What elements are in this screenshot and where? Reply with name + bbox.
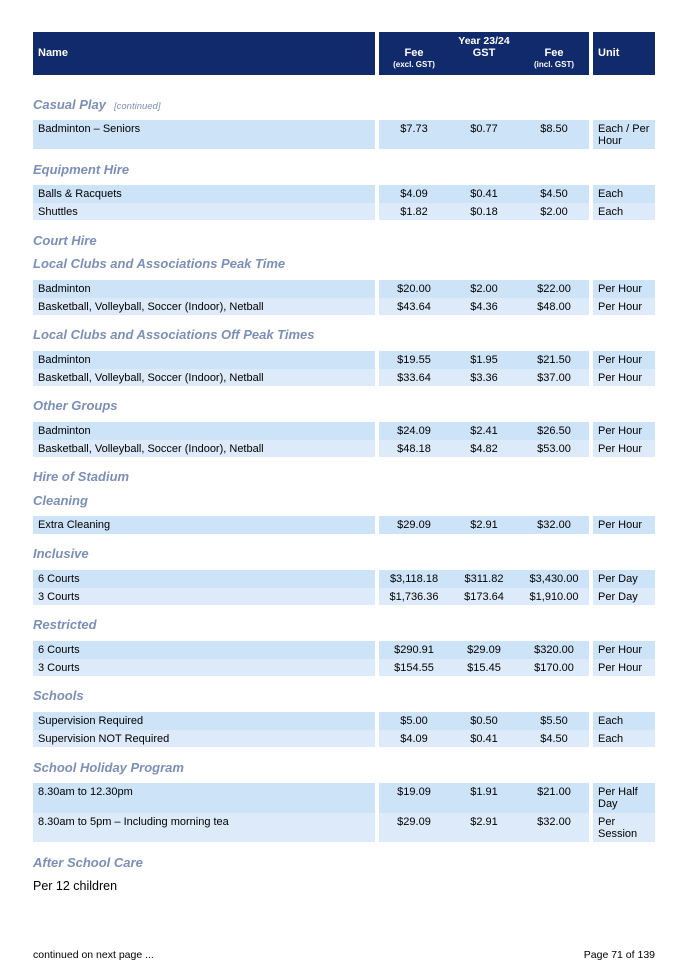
row-unit: Per Hour bbox=[593, 298, 655, 315]
row-fee-incl: $5.50 bbox=[519, 712, 589, 730]
section-court-hire: Court Hire bbox=[33, 233, 97, 248]
row-fee-incl: $4.50 bbox=[519, 185, 589, 203]
row-fee-excl: $29.09 bbox=[379, 516, 449, 534]
row-name: Supervision NOT Required bbox=[33, 730, 375, 747]
row-fee-excl: $48.18 bbox=[379, 440, 449, 457]
row-gst: $173.64 bbox=[449, 588, 519, 605]
row-unit: Per Hour bbox=[593, 440, 655, 457]
header-unit: Unit bbox=[598, 47, 620, 59]
table-header bbox=[33, 32, 655, 75]
row-fee-incl: $170.00 bbox=[519, 659, 589, 676]
row-fee-excl: $4.09 bbox=[379, 730, 449, 747]
header-fee-incl-sub: (incl. GST) bbox=[534, 60, 574, 69]
row-unit: Each bbox=[593, 185, 655, 203]
section-off-peak: Local Clubs and Associations Off Peak Times bbox=[33, 327, 315, 342]
row-name: Basketball, Volleyball, Soccer (Indoor), Netball bbox=[33, 440, 375, 457]
row-fee-excl: $154.55 bbox=[379, 659, 449, 676]
table-row bbox=[33, 298, 655, 315]
header-name: Name bbox=[38, 47, 68, 59]
row-fee-excl: $290.91 bbox=[379, 641, 449, 659]
row-name: 8.30am to 5pm – Including morning tea bbox=[33, 813, 375, 842]
row-unit: Per Hour bbox=[593, 280, 655, 298]
table-row bbox=[33, 369, 655, 386]
row-gst: $0.41 bbox=[449, 730, 519, 747]
row-gst: $0.77 bbox=[449, 120, 519, 149]
row-fee-excl: $19.09 bbox=[379, 783, 449, 813]
header-fee-excl-label: Fee bbox=[404, 47, 424, 59]
row-unit: Each / Per Hour bbox=[593, 120, 655, 149]
row-fee-incl: $32.00 bbox=[519, 516, 589, 534]
header-name-cell bbox=[33, 32, 375, 75]
row-fee-excl: $29.09 bbox=[379, 813, 449, 842]
table-row bbox=[33, 659, 655, 676]
table-row bbox=[33, 440, 655, 457]
row-fee-incl: $21.00 bbox=[519, 783, 589, 813]
row-fee-excl: $33.64 bbox=[379, 369, 449, 386]
header-year: Year 23/24 bbox=[458, 35, 510, 47]
row-gst: $4.36 bbox=[449, 298, 519, 315]
section-school-holiday: School Holiday Program bbox=[33, 760, 184, 775]
row-unit: Per Hour bbox=[593, 369, 655, 386]
row-gst: $3.36 bbox=[449, 369, 519, 386]
section-hire-stadium: Hire of Stadium bbox=[33, 469, 130, 484]
row-fee-incl: $4.50 bbox=[519, 730, 589, 747]
row-name: 3 Courts bbox=[33, 588, 375, 605]
section-inclusive: Inclusive bbox=[33, 546, 89, 561]
row-gst: $4.82 bbox=[449, 440, 519, 457]
row-fee-incl: $48.00 bbox=[519, 298, 589, 315]
row-fee-incl: $22.00 bbox=[519, 280, 589, 298]
row-unit: Per Hour bbox=[593, 516, 655, 534]
footer-continued: continued on next page ... bbox=[33, 949, 154, 961]
section-casual-play-title: Casual Play bbox=[33, 97, 106, 112]
row-fee-incl: $26.50 bbox=[519, 422, 589, 440]
footer-page-number: Page 71 of 139 bbox=[583, 949, 655, 961]
section-other-groups: Other Groups bbox=[33, 398, 118, 413]
row-name: Badminton – Seniors bbox=[33, 120, 375, 149]
row-gst: $0.18 bbox=[449, 203, 519, 220]
row-fee-excl: $43.64 bbox=[379, 298, 449, 315]
section-after-school: After School Care bbox=[33, 855, 143, 870]
section-cleaning: Cleaning bbox=[33, 493, 88, 508]
row-gst: $2.41 bbox=[449, 422, 519, 440]
row-unit: Per Hour bbox=[593, 422, 655, 440]
section-peak-time: Local Clubs and Associations Peak Time bbox=[33, 256, 286, 271]
table-row bbox=[33, 203, 655, 220]
row-name: 3 Courts bbox=[33, 659, 375, 676]
table-row bbox=[33, 185, 655, 203]
row-unit: Per Hour bbox=[593, 641, 655, 659]
row-gst: $29.09 bbox=[449, 641, 519, 659]
section-restricted: Restricted bbox=[33, 617, 97, 632]
row-unit: Per Day bbox=[593, 588, 655, 605]
row-unit: Per Session bbox=[593, 813, 655, 842]
row-name: Basketball, Volleyball, Soccer (Indoor), Netball bbox=[33, 298, 375, 315]
row-name: Extra Cleaning bbox=[33, 516, 375, 534]
header-year-cell bbox=[379, 32, 589, 75]
row-fee-excl: $24.09 bbox=[379, 422, 449, 440]
row-fee-incl: $53.00 bbox=[519, 440, 589, 457]
table-row bbox=[33, 280, 655, 298]
table-row bbox=[33, 570, 655, 588]
table-row bbox=[33, 641, 655, 659]
row-name: Badminton bbox=[33, 422, 375, 440]
after-school-text: Per 12 children bbox=[33, 879, 118, 893]
row-fee-excl: $4.09 bbox=[379, 185, 449, 203]
row-fee-excl: $3,118.18 bbox=[379, 570, 449, 588]
row-unit: Each bbox=[593, 712, 655, 730]
header-gst bbox=[449, 47, 519, 59]
row-unit: Per Hour bbox=[593, 351, 655, 369]
section-schools: Schools bbox=[33, 688, 84, 703]
table-row bbox=[33, 588, 655, 605]
row-fee-incl: $2.00 bbox=[519, 203, 589, 220]
section-casual-play bbox=[33, 97, 160, 112]
row-fee-excl: $20.00 bbox=[379, 280, 449, 298]
table-row bbox=[33, 120, 655, 149]
row-name: Balls & Racquets bbox=[33, 185, 375, 203]
row-unit: Per Hour bbox=[593, 659, 655, 676]
row-name: Shuttles bbox=[33, 203, 375, 220]
row-gst: $0.41 bbox=[449, 185, 519, 203]
row-fee-incl: $3,430.00 bbox=[519, 570, 589, 588]
row-gst: $2.91 bbox=[449, 516, 519, 534]
row-name: 6 Courts bbox=[33, 641, 375, 659]
header-fee-incl bbox=[519, 47, 589, 70]
row-unit: Per Day bbox=[593, 570, 655, 588]
row-fee-excl: $19.55 bbox=[379, 351, 449, 369]
row-fee-excl: $5.00 bbox=[379, 712, 449, 730]
row-name: Badminton bbox=[33, 280, 375, 298]
header-gst-label: GST bbox=[472, 47, 496, 59]
row-fee-excl: $7.73 bbox=[379, 120, 449, 149]
row-gst: $1.91 bbox=[449, 783, 519, 813]
row-fee-incl: $32.00 bbox=[519, 813, 589, 842]
header-fee-incl-label: Fee bbox=[544, 47, 564, 59]
section-continued-note: [continued] bbox=[114, 101, 161, 112]
row-gst: $1.95 bbox=[449, 351, 519, 369]
row-name: 8.30am to 12.30pm bbox=[33, 783, 375, 813]
row-fee-excl: $1.82 bbox=[379, 203, 449, 220]
row-gst: $2.00 bbox=[449, 280, 519, 298]
row-name: 6 Courts bbox=[33, 570, 375, 588]
row-fee-excl: $1,736.36 bbox=[379, 588, 449, 605]
row-unit: Per Half Day bbox=[593, 783, 655, 813]
table-row bbox=[33, 712, 655, 730]
table-row bbox=[33, 813, 655, 842]
row-gst: $0.50 bbox=[449, 712, 519, 730]
row-name: Supervision Required bbox=[33, 712, 375, 730]
table-row bbox=[33, 783, 655, 813]
row-fee-incl: $1,910.00 bbox=[519, 588, 589, 605]
row-unit: Each bbox=[593, 730, 655, 747]
table-row bbox=[33, 351, 655, 369]
table-row bbox=[33, 730, 655, 747]
row-fee-incl: $320.00 bbox=[519, 641, 589, 659]
header-unit-cell bbox=[593, 32, 655, 75]
row-unit: Each bbox=[593, 203, 655, 220]
row-gst: $311.82 bbox=[449, 570, 519, 588]
row-name: Badminton bbox=[33, 351, 375, 369]
section-equipment-hire: Equipment Hire bbox=[33, 162, 130, 177]
row-gst: $15.45 bbox=[449, 659, 519, 676]
row-fee-incl: $8.50 bbox=[519, 120, 589, 149]
header-fee-excl-sub: (excl. GST) bbox=[393, 60, 435, 69]
row-fee-incl: $21.50 bbox=[519, 351, 589, 369]
row-fee-incl: $37.00 bbox=[519, 369, 589, 386]
header-fee-excl bbox=[379, 47, 449, 70]
table-row bbox=[33, 422, 655, 440]
row-name: Basketball, Volleyball, Soccer (Indoor), Netball bbox=[33, 369, 375, 386]
row-gst: $2.91 bbox=[449, 813, 519, 842]
table-row bbox=[33, 516, 655, 534]
